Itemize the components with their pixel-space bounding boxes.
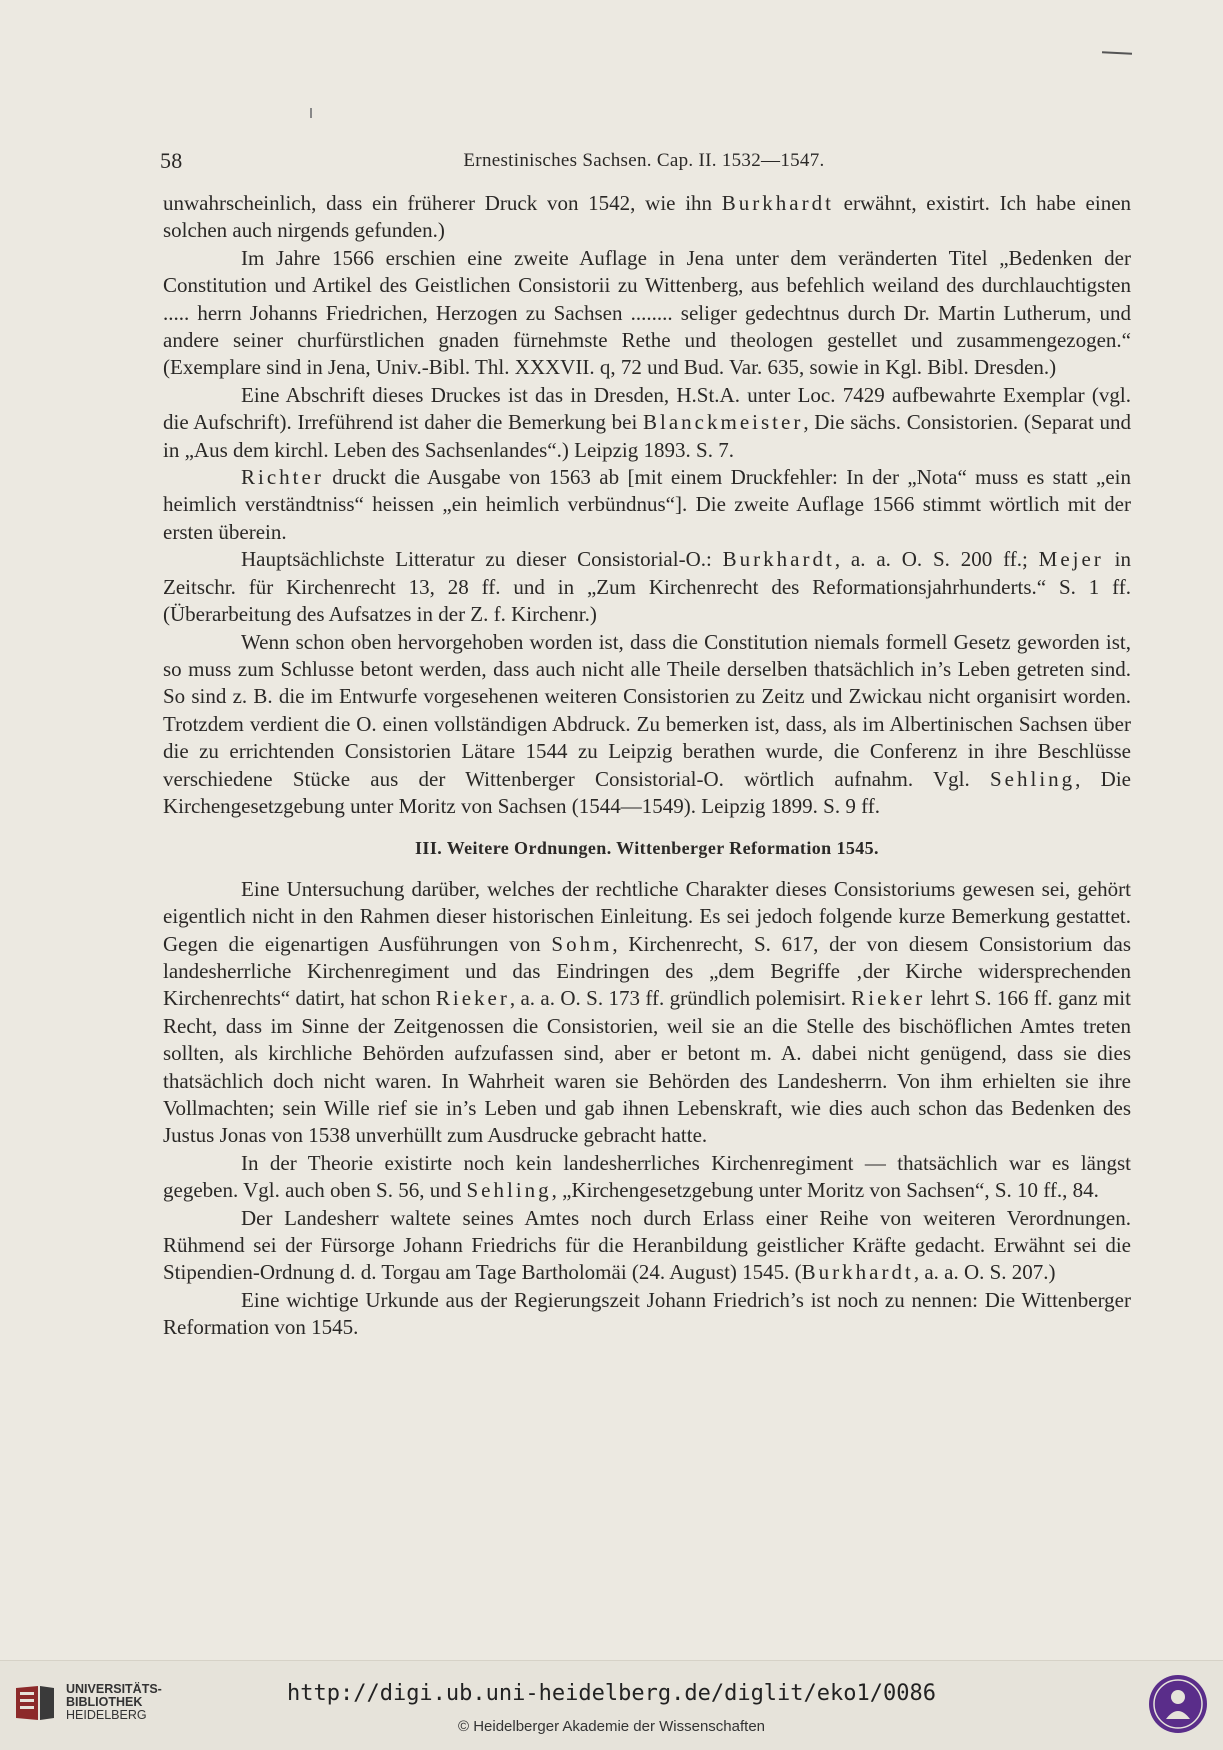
scan-tick-mark	[310, 108, 312, 118]
section-heading: III. Weitere Ordnungen. Wittenberger Reformation 1545.	[415, 838, 879, 859]
paragraph-3: Eine Abschrift dieses Druckes ist das in Dresden, H.St.A. unter Loc. 7429 aufbewahrte Exemplar (vgl. die Aufschrift). Irreführend ist daher die Bemerkung bei Blanckmeister, Die sächs. Consistorien. (Separat und in „Aus dem kirchl. Leben des Sachsenlandes“.) Leipzig 1893. S. 7.	[163, 382, 1131, 462]
paragraph-2: Im Jahre 1566 erschien eine zweite Auflage in Jena unter dem veränderten Titel „Bedenken der Constitution und Artikel des Geistlichen Consistorii zu Wittenberg, aus befehlich weiland des durchlauchtigsten ..... herrn Johanns Friedrichen, Herzogen zu Sachsen ........ seliger gedechtnus durch Dr. Martin Lutherum, und andere seiner churfürstlichen gnaden fürnehmste Rethe und theologen gestellet und zusammengezogen.“ (Exemplare sind in Jena, Univ.-Bibl. Thl. XXXVII. q, 72 und Bud. Var. 635, sowie in Kgl. Bibl. Dresden.)	[163, 245, 1131, 380]
paragraph-9: Der Landesherr waltete seines Amtes noch durch Erlass einer Reihe von weiteren Verordnungen. Rühmend sei der Fürsorge Johann Friedrichs für die Heranbildung geistlicher Kräfte gedacht. Erwähnt sei die Stipendien-Ordnung d. d. Torgau am Tage Bartholomäi (24. August) 1545. (Burkhardt, a. a. O. S. 207.)	[163, 1205, 1131, 1285]
library-name: UNIVERSITÄTS- BIBLIOTHEK HEIDELBERG	[66, 1682, 162, 1722]
permalink-url[interactable]: http://digi.ub.uni-heidelberg.de/diglit/eko1/0086	[286, 1681, 936, 1706]
copyright-notice: © Heidelberger Akademie der Wissenschaften	[457, 1718, 766, 1735]
paragraph-5: Hauptsächlichste Litteratur zu dieser Consistorial-O.: Burkhardt, a. a. O. S. 200 ff.; Mejer in Zeitschr. für Kirchenrecht 13, 28 ff. und in „Zum Kirchenrecht des Reformationsjahrhunderts.“ S. 1 ff. (Überarbeitung des Aufsatzes in der Z. f. Kirchenr.)	[163, 547, 1131, 627]
paragraph-4: Richter druckt die Ausgabe von 1563 ab [mit einem Druckfehler: In der „Nota“ muss es statt „ein heimlich verständtniss“ heissen „ein heimlich verbündnus“]. Die zweite Auflage 1566 stimmt wörtlich mit der ersten überein.	[163, 465, 1131, 544]
running-title: Ernestinisches Sachsen. Cap. II. 1532—1547.	[463, 150, 825, 171]
scan-edge-mark	[1102, 51, 1132, 55]
paragraph-6: Wenn schon oben hervorgehoben worden ist, dass die Constitution niemals formell Gesetz geworden ist, so muss zum Schlusse betont werden, dass auch nicht alle Theile derselben thatsächlich in’s Leben getreten sind. So sind z. B. die im Entwurfe vorgesehenen weiteren Consistorien zu Zeitz und Zwickau nicht organisirt worden. Trotzdem verdient die O. einen vollständigen Abdruck. Zu bemerken ist, dass, als im Albertinischen Sachsen über die zu errichtenden Consistorien Lätare 1544 zu Leipzig berathen wurde, die Conferenz in ihre Beschlüsse verschiedene Stücke aus der Wittenberger Consistorial-O. wörtlich aufnahm. Vgl. Sehling, Die Kirchengesetzgebung unter Moritz von Sachsen (1544—1549). Leipzig 1899. S. 9 ff.	[163, 629, 1131, 818]
academy-seal-icon	[1147, 1673, 1209, 1735]
paragraph-7: Eine Untersuchung darüber, welches der rechtliche Charakter dieses Consistoriums gewesen sei, gehört eigentlich nicht in den Rahmen dieser historischen Einleitung. Es sei jedoch folgende kurze Bemerkung gestattet. Gegen die eigenartigen Ausführungen von Sohm, Kirchenrecht, S. 617, der von diesem Consistorium das landesherrliche Kirchenregiment und das Eindringen des „dem Begriffe ‚der Kirche widersprechenden Kirchenrechts“ datirt, hat schon Rieker, a. a. O. S. 173 ff. gründlich polemisirt. Rieker lehrt S. 166 ff. ganz mit Recht, dass im Sinne der Zeitgenossen die Consistorien, weil sie an die Stelle des bischöflichen Amtes treten sollten, als kirchliche Behörden aufzufassen sind, aber er betont m. A. dabei nicht genügend, dass sie dies thatsächlich doch nicht waren. In Wahrheit waren sie Behörden des Landesherrn. Von ihm erhielten sie ihre Vollmachten; sein Wille rief sie in’s Leben und gab ihnen Lebenskraft, wie dies auch schon das Bedenken des Justus Jonas von 1538 unverhüllt zum Ausdrucke gebracht hatte.	[163, 876, 1131, 1148]
paragraph-10: Eine wichtige Urkunde aus der Regierungszeit Johann Friedrich’s ist noch zu nennen: Die Wittenberger Reformation von 1545.	[163, 1287, 1131, 1340]
body-text	[163, 190, 1131, 1342]
page-number: 58	[160, 148, 183, 173]
paragraph-8: In der Theorie existirte noch kein landesherrliches Kirchenregiment — thatsächlich war es längst gegeben. Vgl. auch oben S. 56, und Sehling, „Kirchengesetzgebung unter Moritz von Sachsen“, S. 10 ff., 84.	[163, 1150, 1131, 1203]
paragraph-1: unwahrscheinlich, dass ein früherer Druck von 1542, wie ihn Burkhardt erwähnt, existirt. Ich habe einen solchen auch nirgends gefunden.)	[163, 191, 1132, 243]
running-head	[160, 148, 1128, 178]
